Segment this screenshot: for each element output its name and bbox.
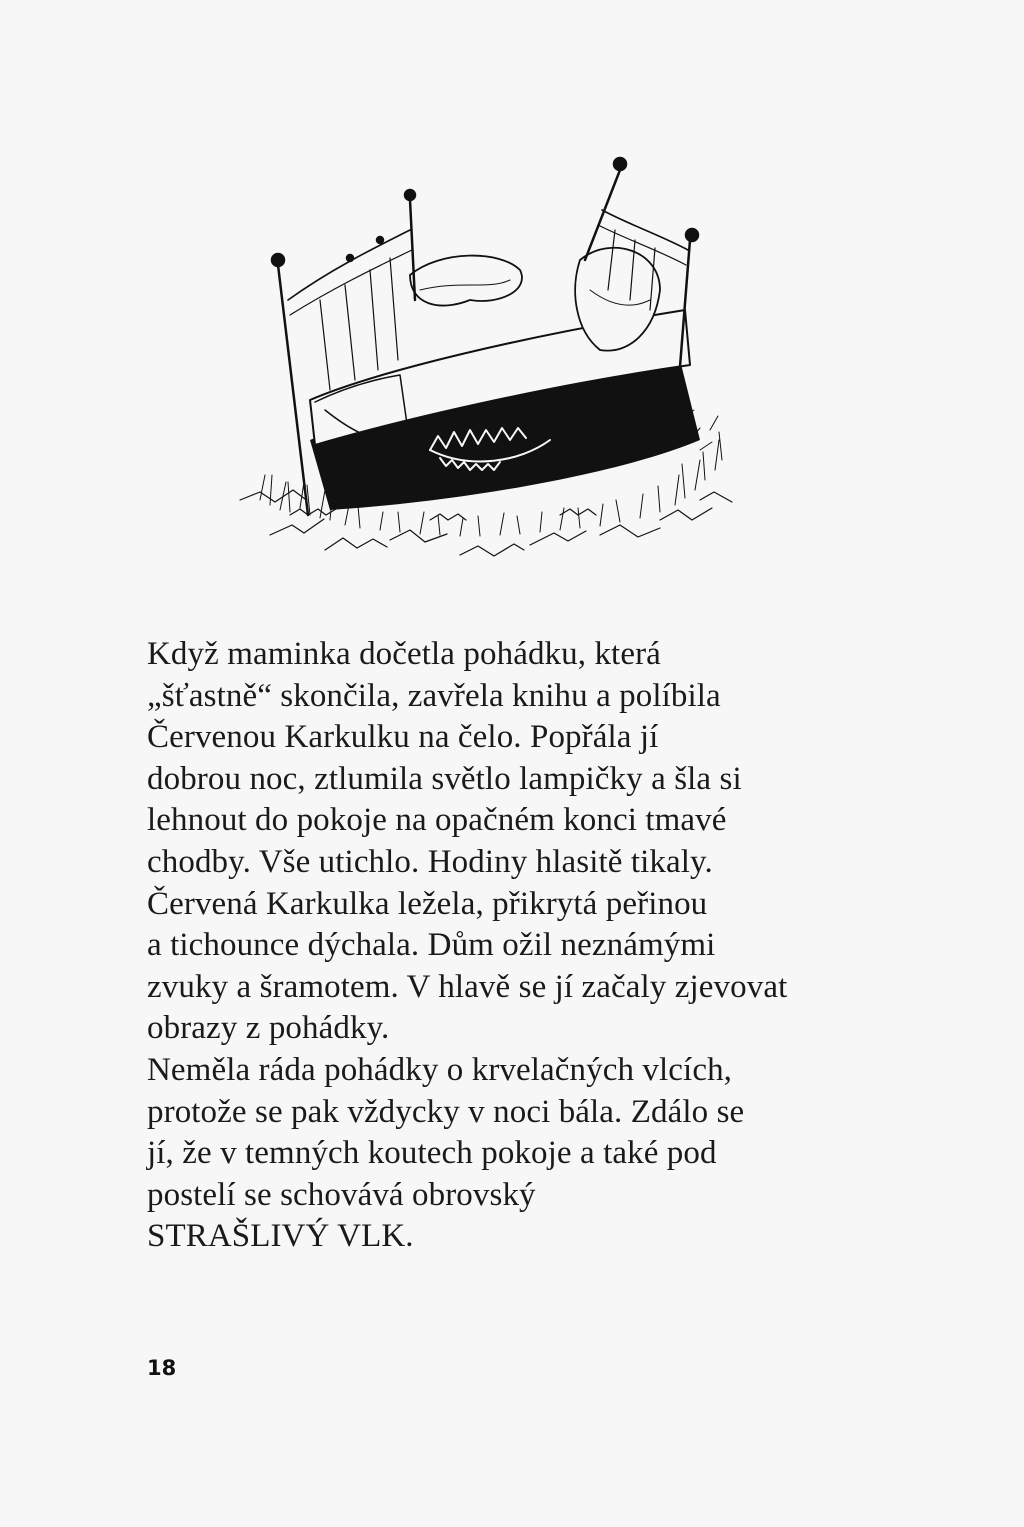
bed-drawing (230, 140, 750, 570)
story-line: dobrou noc, ztlumila světlo lampičky a šla si (147, 760, 742, 797)
story-line: „šťastně“ skončila, zavřela knihu a políbila (147, 677, 721, 714)
story-line: protože se pak vždycky v noci bála. Zdálo se (147, 1093, 745, 1130)
story-line: zvuky a šramotem. V hlavě se jí začaly zjevovat (147, 968, 788, 1005)
story-line: Když maminka dočetla pohádku, která (147, 636, 661, 672)
bed-illustration (230, 140, 750, 570)
story-line: Červená Karkulka ležela, přikrytá peřinou (147, 885, 708, 922)
story-line: STRAŠLIVÝ VLK. (147, 1218, 414, 1255)
page-number: 18 (147, 1356, 177, 1380)
story-line: a tichounce dýchala. Dům ožil neznámými (147, 927, 716, 964)
story-line: Červenou Karkulku na čelo. Popřála jí (147, 719, 659, 756)
story-line: Neměla ráda pohádky o krvelačných vlcích, (147, 1051, 733, 1088)
story-text (147, 634, 907, 1258)
pillow-left (410, 256, 522, 306)
story-line: lehnout do pokoje na opačném konci tmavé (147, 802, 727, 839)
story-line: jí, že v temných koutech pokoje a také pod (147, 1135, 717, 1172)
floor-hatching (240, 490, 732, 556)
story-line: postelí se schovává obrovský (147, 1176, 536, 1213)
story-line: chodby. Vše utichlo. Hodiny hlasitě tikaly. (147, 843, 713, 880)
story-line: obrazy z pohádky. (147, 1010, 390, 1047)
